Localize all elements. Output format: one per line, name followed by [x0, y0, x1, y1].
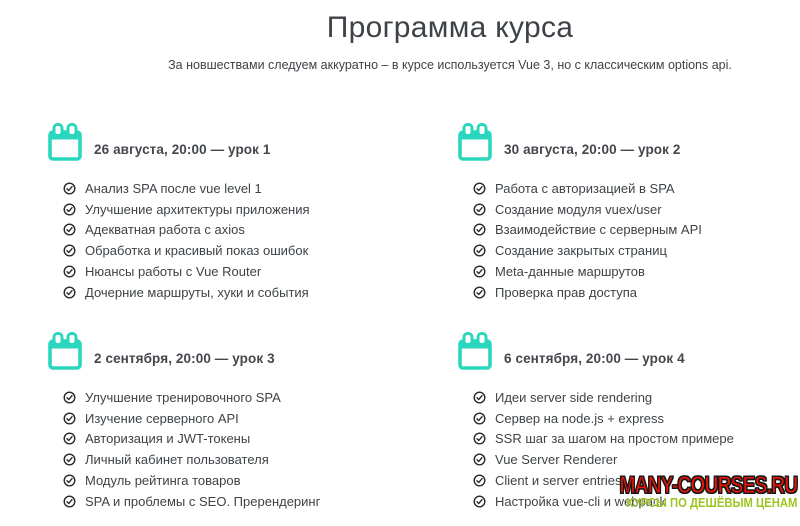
check-circle-icon [63, 495, 76, 508]
topic-label: Улучшение тренировочного SPA [85, 389, 281, 405]
check-circle-icon [63, 391, 76, 404]
topic-item [63, 429, 413, 450]
lesson-section [458, 332, 800, 512]
lesson-heading: 6 сентября, 20:00 — урок 4 [504, 351, 685, 366]
calendar-icon [48, 123, 82, 161]
lesson-header [48, 123, 413, 161]
check-circle-icon [473, 244, 486, 257]
topic-item [63, 491, 413, 512]
topic-item [63, 178, 413, 199]
topic-item [63, 220, 413, 241]
topic-item [63, 387, 413, 408]
lesson-header [458, 332, 800, 370]
lesson-topics [63, 178, 413, 303]
watermark-title: MANY-COURSES.RU [619, 472, 797, 499]
check-circle-icon [63, 474, 76, 487]
topic-item [63, 199, 413, 220]
topic-label: Изучение серверного API [85, 410, 239, 426]
lesson-heading: 2 сентября, 20:00 — урок 3 [94, 351, 275, 366]
topic-label: Сервер на node.js + express [495, 410, 664, 426]
topic-item [63, 408, 413, 429]
topic-label: Настройка vue-cli и webpack [495, 493, 666, 509]
topic-item [63, 449, 413, 470]
topic-label: Адекватная работа с axios [85, 222, 245, 238]
topic-label: Обработка и красивый показ ошибок [85, 243, 309, 259]
topic-label: SSR шаг за шагом на простом примере [495, 431, 734, 447]
topic-label: Модуль рейтинга товаров [85, 473, 241, 489]
check-circle-icon [63, 182, 76, 195]
topic-label: Создание закрытых страниц [495, 243, 667, 259]
check-circle-icon [63, 453, 76, 466]
check-circle-icon [473, 495, 486, 508]
topic-item [473, 220, 800, 241]
check-circle-icon [473, 412, 486, 425]
check-circle-icon [473, 182, 486, 195]
lesson-section [458, 123, 800, 303]
calendar-icon [48, 332, 82, 370]
lesson-topics [473, 387, 800, 512]
topic-item [63, 470, 413, 491]
topic-label: Авторизация и JWT-токены [85, 431, 251, 447]
check-circle-icon [63, 203, 76, 216]
check-circle-icon [63, 286, 76, 299]
topic-item [473, 240, 800, 261]
topic-item [473, 199, 800, 220]
check-circle-icon [473, 453, 486, 466]
check-circle-icon [473, 474, 486, 487]
topic-label: Дочерние маршруты, хуки и события [85, 284, 309, 300]
topic-item [473, 178, 800, 199]
watermark-subtitle: КУРСЫ ПО ДЕШЁВЫМ ЦЕНАМ [626, 496, 797, 510]
lesson-header [458, 123, 800, 161]
page-title: Программа курса [326, 11, 574, 44]
topic-label: Взаимодействие с серверным API [495, 222, 702, 238]
topic-item [63, 261, 413, 282]
check-circle-icon [473, 432, 486, 445]
topic-label: Проверка прав доступа [495, 284, 638, 300]
page-subtitle: За новшествами следуем аккуратно – в курсе используется Vue 3, но с классическим options api. [168, 58, 732, 72]
topic-item [473, 261, 800, 282]
topic-item [473, 470, 800, 491]
lesson-topics [473, 178, 800, 303]
calendar-icon [458, 332, 492, 370]
lesson-topics [63, 387, 413, 512]
lesson-section [48, 332, 413, 512]
topic-item [473, 387, 800, 408]
check-circle-icon [473, 265, 486, 278]
topic-label: Идеи server side rendering [495, 389, 653, 405]
topic-item [473, 491, 800, 512]
topic-label: Meta-данные маршрутов [495, 264, 645, 280]
topic-label: Client и server entries [495, 473, 622, 489]
topic-label: Личный кабинет пользователя [85, 452, 269, 468]
lesson-heading: 30 августа, 20:00 — урок 2 [504, 142, 681, 157]
check-circle-icon [63, 265, 76, 278]
check-circle-icon [473, 391, 486, 404]
topic-label: Работа с авторизацией в SPA [495, 180, 675, 196]
topic-label: Создание модуля vuex/user [495, 201, 662, 217]
topic-item [63, 240, 413, 261]
topic-label: Улучшение архитектуры приложения [85, 201, 310, 217]
calendar-icon [458, 123, 492, 161]
check-circle-icon [473, 223, 486, 236]
topic-label: Нюансы работы с Vue Router [85, 264, 262, 280]
topic-item [473, 408, 800, 429]
topic-item [473, 282, 800, 303]
check-circle-icon [63, 412, 76, 425]
topic-label: Анализ SPA после vue level 1 [85, 180, 262, 196]
check-circle-icon [473, 286, 486, 299]
lesson-section [48, 123, 413, 303]
check-circle-icon [63, 223, 76, 236]
page-header [100, 10, 800, 73]
topic-item [63, 282, 413, 303]
topic-item [473, 449, 800, 470]
check-circle-icon [63, 432, 76, 445]
lesson-heading: 26 августа, 20:00 — урок 1 [94, 142, 271, 157]
topic-label: SPA и проблемы с SEO. Пререндеринг [85, 493, 321, 509]
check-circle-icon [63, 244, 76, 257]
lesson-header [48, 332, 413, 370]
topic-label: Vue Server Renderer [495, 452, 618, 468]
topic-item [473, 429, 800, 450]
check-circle-icon [473, 203, 486, 216]
